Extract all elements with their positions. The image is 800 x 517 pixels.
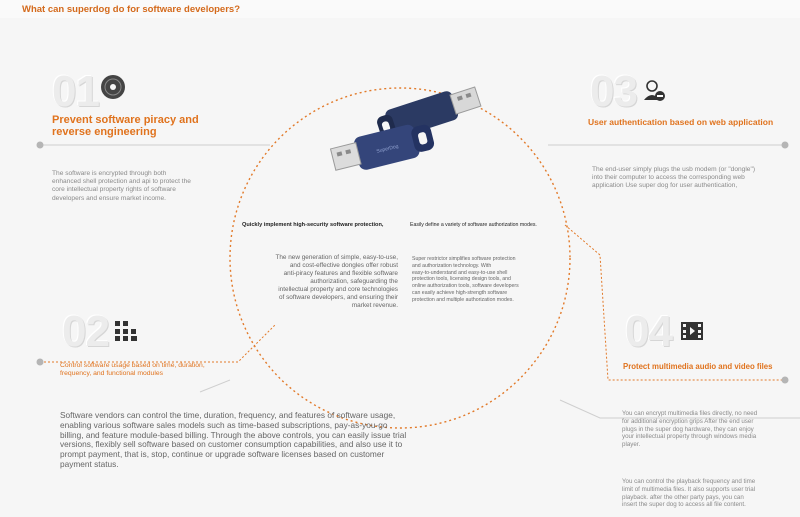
connector-04 [565,225,785,380]
center-right-heading: Easily define a variety of software authorization modes. [410,222,537,228]
section-01-title-line: reverse engineering [52,126,157,138]
dot-02 [37,359,44,366]
disc-icon [100,74,126,100]
section-01-title [52,114,199,138]
section-03-number: 03 [590,67,637,116]
grid-icon [114,320,138,342]
center-left-heading: Quickly implement high-security software protection, [242,222,384,228]
section-02-text: Software vendors can control the time, duration, frequency, and features of software usage, enabling various software sales models such as time-based subscriptions, pay-as-you-go billing, and feature module-based billing. Through the above controls, you can easily issue trial versions, flexibly sell software based on customer consumption capabilities, and also use it to prompt payment, that is, stop, continue or upgrade software licenses based on customer payment status. [60,410,407,469]
section-04-title: Protect multimedia audio and video files [623,362,773,371]
section-04-number: 04 [625,307,672,356]
section-01-text: The software is encrypted through both enhanced shell protection and api to protect the core intellectual property rights of software developers and ensure market income. [52,170,191,202]
center-right-text: Super restrictor simplifies software protection and authorization technology. With easy-to-understand and easy-to-use shell protection tools, licensing design tools, and online authorization tools, software developers can easily achieve high-strength software protection and multiple authorization modes. [412,256,519,303]
section-01-number: 01 [52,67,99,116]
section-03-text: The end-user simply plugs the usb modem (or "dongle") into their computer to access the corresponding web application Use super dog for user authentication, [592,166,756,190]
section-01-title-line: Prevent software piracy and [52,114,199,126]
dot-04 [782,377,789,384]
section-04-text-2: You can control the playback frequency and time limit of multimedia files. It also supports user trial playback. after the other party pays, you can insert the super dog to access all file content. [622,478,756,509]
dot-03 [782,142,789,149]
section-04-text-1: You can encrypt multimedia files directly, no need for additional encryption grips After the end user plugs in the super dog hardware, they can enjoy your intellectual property through windows media player. [622,410,758,449]
user-minus-icon [642,78,666,102]
dot-01 [37,142,44,149]
svg-text:SuperDog: SuperDog [375,143,400,155]
section-03-title: User authentication based on web application [588,117,774,127]
center-left-text: The new generation of simple, easy-to-use, and cost-effective dongles offer robust anti-piracy features and flexible software authorization, safeguarding the intellectual property and core technologies of software developers, and ensuring their market revenue. [275,254,398,309]
section-02-title: Control software usage based on time, duration, frequency, and functional modules [60,362,205,377]
usb-dongle-image [328,78,488,190]
page-title: What can superdog do for software developers? [22,4,241,15]
section-02-number: 02 [62,307,109,356]
film-icon [680,320,704,342]
